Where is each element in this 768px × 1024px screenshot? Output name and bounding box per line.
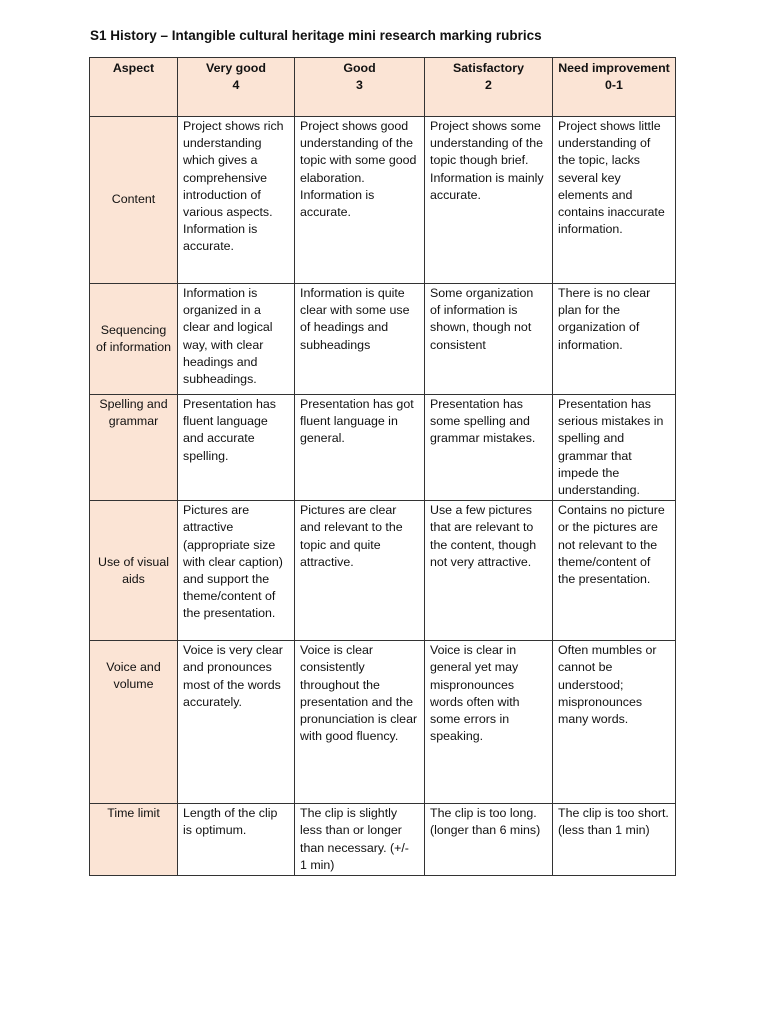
rubric-cell: Project shows rich understanding which gives a comprehensive introduction of various aspects. Information is accurate.	[178, 117, 295, 284]
aspect-cell: Spelling and grammar	[90, 395, 178, 501]
rubric-cell: Project shows little understanding of the topic, lacks several key elements and contains inaccurate information.	[553, 117, 676, 284]
header-score: 4	[232, 78, 240, 93]
rubric-cell: Some organization of information is shown, though not consistent	[425, 284, 553, 395]
rubric-cell: Voice is clear in general yet may mispronounces words often with some errors in speaking.	[425, 641, 553, 804]
header-aspect	[90, 58, 178, 117]
rubric-cell: There is no clear plan for the organization of information.	[553, 284, 676, 395]
header-need-improvement	[553, 58, 676, 117]
header-row	[90, 58, 676, 117]
rubric-cell: Pictures are clear and relevant to the topic and quite attractive.	[295, 501, 425, 641]
rubric-cell: Presentation has serious mistakes in spelling and grammar that impede the understanding.	[553, 395, 676, 501]
header-label: Satisfactory	[453, 61, 524, 75]
rubric-cell: Length of the clip is optimum.	[178, 804, 295, 876]
rubric-cell: Presentation has fluent language and accurate spelling.	[178, 395, 295, 501]
header-label: Good	[343, 61, 376, 75]
header-label: Need improvement	[558, 61, 670, 75]
table-row	[90, 284, 676, 395]
table-row	[90, 117, 676, 284]
rubric-cell: Voice is clear consistently throughout the presentation and the pronunciation is clear with good fluency.	[295, 641, 425, 804]
rubric-cell: The clip is slightly less than or longer than necessary. (+/- 1 min)	[295, 804, 425, 876]
header-very-good	[178, 58, 295, 117]
header-score: 2	[485, 78, 492, 93]
table-row	[90, 804, 676, 876]
aspect-cell: Content	[90, 117, 178, 284]
rubric-cell: Pictures are attractive (appropriate size with clear caption) and support the theme/content of the presentation.	[178, 501, 295, 641]
aspect-cell: Time limit	[90, 804, 178, 876]
header-label: Very good	[206, 61, 266, 75]
table-row	[90, 641, 676, 804]
rubric-cell: Project shows some understanding of the topic though brief. Information is mainly accurate.	[425, 117, 553, 284]
table-row	[90, 395, 676, 501]
rubric-cell: Presentation has some spelling and grammar mistakes.	[425, 395, 553, 501]
table-row	[90, 501, 676, 641]
rubric-cell: The clip is too short. (less than 1 min)	[553, 804, 676, 876]
header-good	[295, 58, 425, 117]
rubric-cell: Often mumbles or cannot be understood; mispronounces many words.	[553, 641, 676, 804]
rubric-cell: Presentation has got fluent language in general.	[295, 395, 425, 501]
aspect-cell: Use of visual aids	[90, 501, 178, 641]
aspect-cell: Sequencing of information	[90, 284, 178, 395]
document-title: S1 History – Intangible cultural heritage mini research marking rubrics	[90, 28, 542, 43]
rubric-cell: Project shows good understanding of the topic with some good elaboration. Information is accurate.	[295, 117, 425, 284]
rubric-table	[89, 57, 676, 876]
aspect-cell: Voice and volume	[90, 641, 178, 804]
rubric-cell: Information is quite clear with some use of headings and subheadings	[295, 284, 425, 395]
rubric-cell: Information is organized in a clear and logical way, with clear headings and subheadings.	[178, 284, 295, 395]
header-satisfactory	[425, 58, 553, 117]
rubric-cell: Voice is very clear and pronounces most of the words accurately.	[178, 641, 295, 804]
header-label: Aspect	[112, 61, 155, 75]
rubric-cell: Contains no picture or the pictures are not relevant to the theme/content of the presentation.	[553, 501, 676, 641]
rubric-cell: The clip is too long. (longer than 6 mins)	[425, 804, 553, 876]
header-score: 0-1	[605, 78, 623, 93]
header-score: 3	[356, 78, 363, 93]
rubric-cell: Use a few pictures that are relevant to the content, though not very attractive.	[425, 501, 553, 641]
